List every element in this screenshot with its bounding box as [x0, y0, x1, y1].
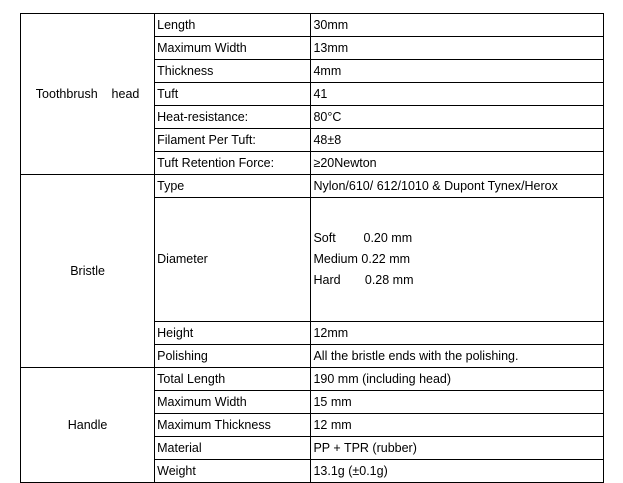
row-value: 80°C: [311, 106, 604, 129]
spec-table: [20, 13, 604, 483]
row-value: Nylon/610/ 612/1010 & Dupont Tynex/Herox: [311, 175, 604, 198]
row-label: Maximum Thickness: [155, 414, 311, 437]
section-bristle: Bristle: [21, 175, 155, 368]
row-label: Filament Per Tuft:: [155, 129, 311, 152]
table-row: [21, 368, 604, 391]
row-label: Tuft: [155, 83, 311, 106]
diameter-soft: Soft 0.20 mm: [313, 231, 413, 245]
row-label: Polishing: [155, 345, 311, 368]
row-value: ≥20Newton: [311, 152, 604, 175]
row-value: All the bristle ends with the polishing.: [311, 345, 604, 368]
row-value: 48±8: [311, 129, 604, 152]
row-value: 4mm: [311, 60, 604, 83]
row-value: 41: [311, 83, 604, 106]
row-value: PP + TPR (rubber): [311, 437, 604, 460]
row-label: Thickness: [155, 60, 311, 83]
row-value: 12 mm: [311, 414, 604, 437]
row-label: Heat-resistance:: [155, 106, 311, 129]
diameter-medium: Medium 0.22 mm: [313, 252, 411, 266]
row-value: 12mm: [311, 322, 604, 345]
row-label: Total Length: [155, 368, 311, 391]
row-value: 190 mm (including head): [311, 368, 604, 391]
row-label: Material: [155, 437, 311, 460]
row-label: Maximum Width: [155, 37, 311, 60]
row-value: 15 mm: [311, 391, 604, 414]
row-label: Length: [155, 14, 311, 37]
table-row: [21, 175, 604, 198]
row-value: 13mm: [311, 37, 604, 60]
row-value: 30mm: [311, 14, 604, 37]
row-label: Type: [155, 175, 311, 198]
row-value: 13.1g (±0.1g): [311, 460, 604, 483]
row-label: Diameter: [155, 198, 311, 322]
row-label: Maximum Width: [155, 391, 311, 414]
row-label: Tuft Retention Force:: [155, 152, 311, 175]
section-toothbrush-head: Toothbrush head: [21, 14, 155, 175]
row-label: Height: [155, 322, 311, 345]
section-handle: Handle: [21, 368, 155, 483]
table-row: [21, 14, 604, 37]
row-value-diameter: [311, 198, 604, 322]
row-label: Weight: [155, 460, 311, 483]
diameter-hard: Hard 0.28 mm: [313, 273, 414, 287]
